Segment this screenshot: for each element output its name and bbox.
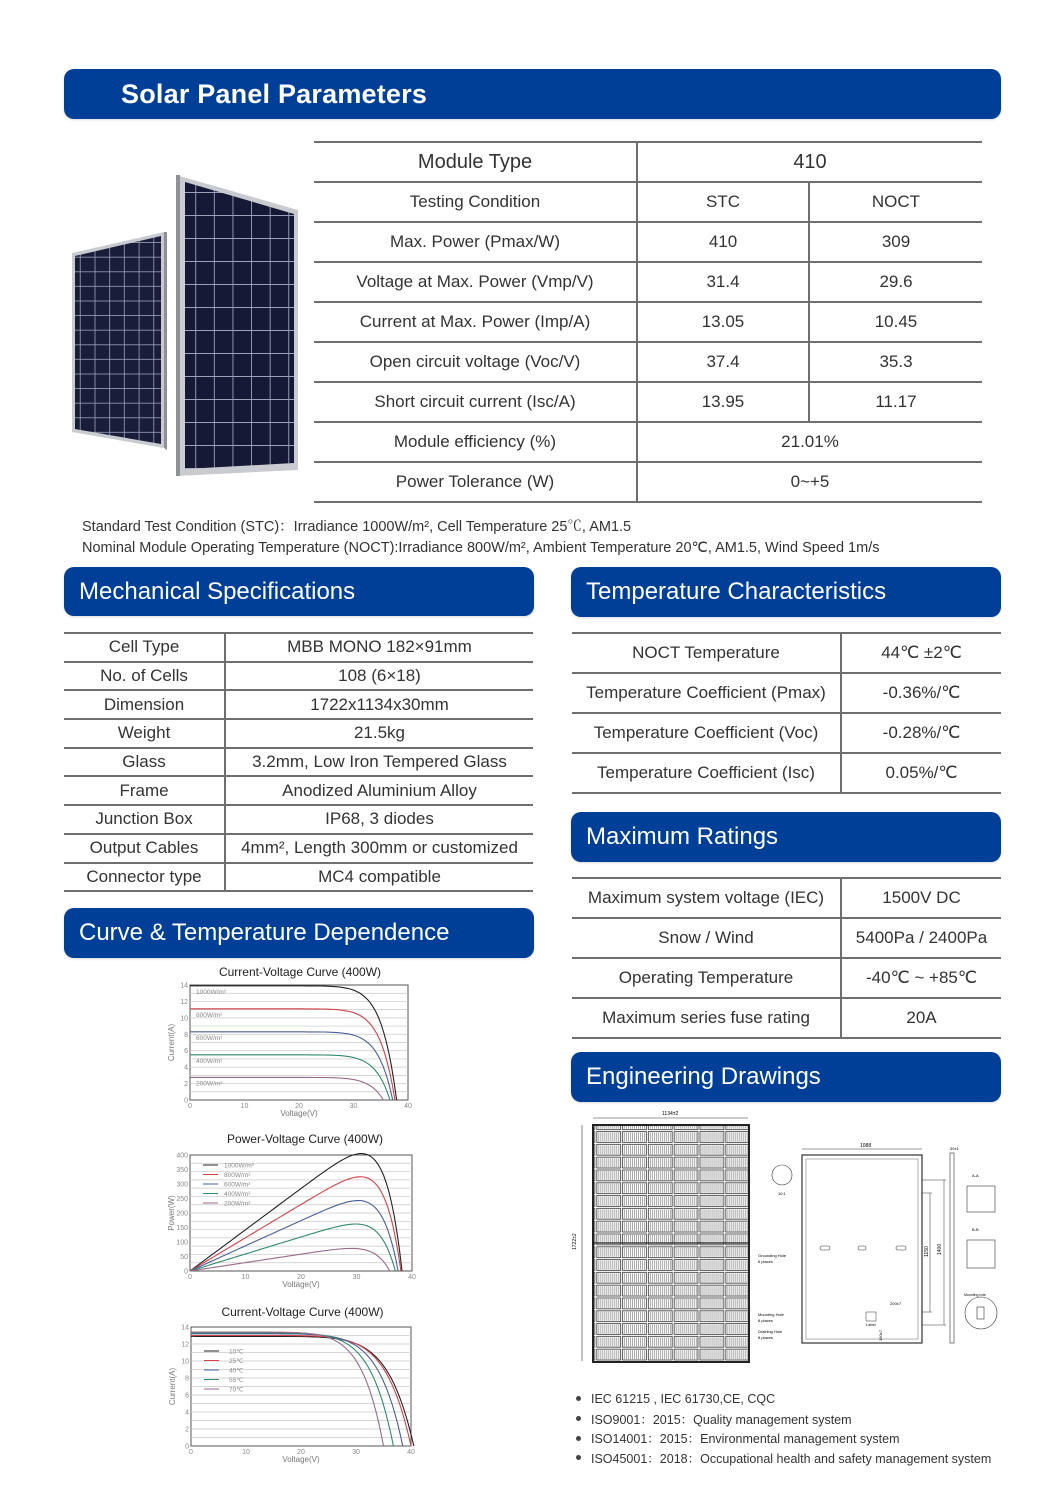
svg-text:30: 30	[352, 1449, 360, 1456]
row-value: MBB MONO 182×91mm	[225, 633, 533, 662]
efficiency-label: Module efficiency (%)	[314, 422, 637, 462]
row-value: 0.05%/℃	[841, 753, 1001, 793]
row-label: Short circuit current (Isc/A)	[314, 382, 637, 422]
table-row	[314, 422, 982, 462]
svg-text:40℃: 40℃	[229, 1367, 244, 1375]
chart-title: Current-Voltage Curve (400W)	[221, 1305, 384, 1319]
svg-text:4: 4	[184, 1064, 188, 1072]
row-value: 5400Pa / 2400Pa	[841, 918, 1001, 958]
section-title: Maximum Ratings	[586, 823, 779, 850]
row-value: 1722x1134x30mm	[225, 690, 533, 719]
svg-text:70℃: 70℃	[229, 1386, 244, 1394]
table-row	[314, 262, 982, 302]
table-row	[64, 863, 533, 892]
mechanical-table	[64, 632, 533, 892]
row-label: Temperature Coefficient (Pmax)	[572, 673, 841, 713]
table-row	[64, 834, 533, 863]
svg-text:10℃: 10℃	[229, 1348, 244, 1356]
row-label: Cell Type	[64, 633, 225, 662]
table-row	[572, 918, 1001, 958]
curves-banner	[64, 908, 534, 958]
mounting-hole-label: Mounting Hole	[758, 1312, 784, 1317]
drawing-thickness: 30±1	[950, 1146, 959, 1151]
drawing-height-label: 1722±2	[572, 1233, 578, 1250]
svg-text:6: 6	[184, 1048, 188, 1056]
svg-text:40: 40	[404, 1103, 412, 1110]
ratings-table	[572, 877, 1001, 1039]
table-row	[314, 382, 982, 422]
row-label: Current at Max. Power (Imp/A)	[314, 302, 637, 342]
svg-text:20: 20	[297, 1274, 305, 1281]
drawing-scale: 10:1	[778, 1191, 786, 1196]
certification-list	[574, 1389, 991, 1468]
svg-text:8: 8	[184, 1031, 188, 1039]
row-label: NOCT Temperature	[572, 633, 841, 673]
svg-text:4: 4	[185, 1409, 189, 1417]
list-item: IEC 61215 , IEC 61730,CE, CQC	[574, 1389, 991, 1409]
bullet-icon	[576, 1455, 581, 1460]
drawing-span2: 1400	[937, 1243, 943, 1255]
table-row	[64, 633, 533, 662]
drawing-dim-200: 200±7	[890, 1301, 902, 1306]
chart-title: Power-Voltage Curve (400W)	[226, 1132, 384, 1146]
mechanical-banner	[64, 567, 534, 616]
row-label: Voltage at Max. Power (Vmp/V)	[314, 262, 637, 302]
page-title: Solar Panel Parameters	[121, 78, 428, 109]
svg-text:40: 40	[407, 1449, 415, 1456]
drawing-width-label: 1134±2	[662, 1111, 679, 1117]
table-row	[314, 222, 982, 262]
table-row	[64, 719, 533, 748]
svg-text:Current(A): Current(A)	[168, 1367, 177, 1406]
efficiency-value: 21.01%	[637, 422, 982, 462]
iv-curve-temperature-chart	[155, 1322, 425, 1470]
svg-text:20: 20	[297, 1449, 305, 1456]
drawing-label-box: Label	[866, 1322, 876, 1327]
svg-text:200W/m²: 200W/m²	[196, 1080, 223, 1088]
noct-value: 10.45	[809, 302, 982, 342]
svg-text:400W/m²: 400W/m²	[224, 1191, 251, 1198]
chart-title: Current-Voltage Curve (400W)	[218, 965, 382, 979]
svg-text:55℃: 55℃	[229, 1377, 244, 1384]
row-value: 1500V DC	[841, 878, 1001, 918]
mounting-hole-detail: Mounting hole	[964, 1293, 986, 1297]
svg-text:10: 10	[180, 1015, 188, 1023]
svg-text:Current(A): Current(A)	[167, 1023, 176, 1062]
grounding-hole-count: 6 places	[758, 1259, 773, 1264]
pv-curve-chart	[150, 1148, 430, 1293]
table-row	[314, 462, 982, 502]
svg-text:40: 40	[408, 1274, 416, 1281]
table-row	[572, 958, 1001, 998]
row-value: 108 (6×18)	[225, 662, 533, 691]
row-value: IP68, 3 diodes	[225, 805, 533, 834]
list-item: ISO9001：2015：Quality management system	[574, 1409, 991, 1429]
svg-text:8: 8	[185, 1375, 189, 1383]
svg-text:0: 0	[188, 1274, 192, 1281]
iv-curve-irradiance-chart	[160, 980, 430, 1122]
svg-text:0: 0	[184, 1097, 188, 1105]
row-value: -40℃ ~ +85℃	[841, 958, 1001, 998]
row-label: Operating Temperature	[572, 958, 841, 998]
svg-text:12: 12	[181, 1341, 189, 1349]
svg-text:10: 10	[242, 1449, 250, 1456]
drawings-banner	[571, 1052, 1001, 1102]
table-row	[314, 182, 982, 222]
grounding-hole-label: Grounding Hole	[758, 1253, 787, 1258]
ratings-banner	[571, 812, 1001, 862]
list-item: ISO14001：2015：Environmental management system	[574, 1428, 991, 1448]
stc-value: 13.95	[637, 382, 809, 422]
bullet-icon	[576, 1416, 581, 1421]
row-label: Temperature Coefficient (Voc)	[572, 713, 841, 753]
header-banner	[64, 69, 1001, 119]
row-label: Max. Power (Pmax/W)	[314, 222, 637, 262]
table-row	[314, 302, 982, 342]
table-row	[64, 776, 533, 805]
stc-value: 410	[637, 222, 809, 262]
row-label: Frame	[64, 776, 225, 805]
table-row	[64, 805, 533, 834]
row-label: Glass	[64, 748, 225, 777]
module-type-label: Module Type	[314, 142, 637, 182]
svg-text:Voltage(V): Voltage(V)	[282, 1280, 320, 1289]
row-label: Output Cables	[64, 834, 225, 863]
row-value: -0.28%/℃	[841, 713, 1001, 753]
draining-hole-count: 8 places	[758, 1335, 773, 1340]
svg-text:200: 200	[176, 1210, 188, 1218]
row-value: 44℃ ±2℃	[841, 633, 1001, 673]
bullet-icon	[576, 1436, 581, 1441]
row-value: -0.36%/℃	[841, 673, 1001, 713]
tolerance-label: Power Tolerance (W)	[314, 462, 637, 502]
svg-text:1000W/m²: 1000W/m²	[224, 1162, 254, 1170]
row-label: Connector type	[64, 863, 225, 892]
svg-text:14: 14	[180, 982, 188, 990]
row-value: 20A	[841, 998, 1001, 1038]
svg-text:10: 10	[241, 1274, 250, 1281]
bullet-icon	[576, 1396, 581, 1401]
svg-text:0: 0	[188, 1103, 192, 1110]
testing-condition-label: Testing Condition	[314, 182, 637, 222]
svg-text:300: 300	[176, 1181, 188, 1189]
svg-text:25℃: 25℃	[229, 1358, 244, 1365]
engineering-drawing	[570, 1105, 1002, 1370]
table-row	[64, 748, 533, 777]
svg-text:600W/m²: 600W/m²	[196, 1034, 223, 1042]
row-label: Snow / Wind	[572, 918, 841, 958]
row-label: Temperature Coefficient (Isc)	[572, 753, 841, 793]
svg-text:800W/m²: 800W/m²	[224, 1172, 251, 1179]
svg-text:30: 30	[349, 1103, 358, 1110]
svg-text:100: 100	[176, 1239, 188, 1247]
table-row	[314, 342, 982, 382]
table-row	[572, 633, 1001, 673]
stc-value: 31.4	[637, 262, 809, 302]
section-aa: A-A	[972, 1173, 979, 1178]
noct-value: 35.3	[809, 342, 982, 382]
svg-text:200W/m²: 200W/m²	[224, 1200, 251, 1208]
drawing-inner-width: 1088	[860, 1143, 872, 1149]
row-value: 21.5kg	[225, 719, 533, 748]
table-row	[572, 878, 1001, 918]
mounting-hole-count: 8 places	[758, 1318, 773, 1323]
parameters-table	[314, 141, 982, 503]
svg-text:350: 350	[176, 1167, 188, 1174]
noct-value: 309	[809, 222, 982, 262]
stc-value: 37.4	[637, 342, 809, 382]
noct-header: NOCT	[809, 182, 982, 222]
table-row	[572, 713, 1001, 753]
stc-value: 13.05	[637, 302, 809, 342]
svg-text:800W/m²: 800W/m²	[196, 1011, 223, 1019]
section-title: Engineering Drawings	[586, 1063, 821, 1090]
svg-text:400: 400	[176, 1152, 188, 1160]
row-label: Junction Box	[64, 805, 225, 834]
test-condition-notes	[82, 517, 879, 559]
svg-text:2: 2	[184, 1081, 188, 1089]
noct-note: Nominal Module Operating Temperature (NOCT):Irradiance 800W/m², Ambient Temperature 20℃, AM1.5, Wind Speed 1m/s	[82, 540, 880, 556]
drawing-span1: 1150	[924, 1246, 930, 1257]
table-row	[572, 998, 1001, 1038]
svg-text:0: 0	[185, 1443, 189, 1451]
svg-text:400W/m²: 400W/m²	[196, 1057, 223, 1065]
table-row	[572, 753, 1001, 793]
svg-text:600W/m²: 600W/m²	[224, 1181, 251, 1189]
svg-text:2: 2	[185, 1426, 189, 1434]
tolerance-value: 0~+5	[637, 462, 982, 502]
svg-text:30: 30	[352, 1274, 361, 1281]
row-label: Dimension	[64, 690, 225, 719]
list-item: ISO45001：2018：Occupational health and safety management system	[574, 1448, 991, 1468]
row-label: Maximum system voltage (IEC)	[572, 878, 841, 918]
temperature-table	[572, 632, 1001, 794]
table-row	[314, 142, 982, 182]
solar-panel-image	[66, 170, 302, 476]
svg-text:6: 6	[185, 1392, 189, 1400]
row-label: Maximum series fuse rating	[572, 998, 841, 1038]
svg-text:10: 10	[240, 1103, 249, 1110]
table-row	[64, 690, 533, 719]
svg-text:10: 10	[181, 1358, 189, 1366]
svg-text:1000W/m²: 1000W/m²	[196, 988, 226, 996]
section-title: Mechanical Specifications	[79, 577, 356, 605]
section-title: Temperature Characteristics	[586, 578, 887, 605]
row-label: Open circuit voltage (Voc/V)	[314, 342, 637, 382]
module-type-value: 410	[637, 142, 982, 182]
stc-note: Standard Test Condition (STC)：Irradiance 1000W/m², Cell Temperature 25℃, AM1.5	[82, 519, 632, 535]
svg-text:0: 0	[189, 1449, 193, 1456]
svg-text:50: 50	[180, 1254, 188, 1261]
svg-text:250: 250	[176, 1196, 188, 1203]
svg-text:14: 14	[181, 1324, 189, 1332]
svg-text:150: 150	[176, 1225, 188, 1232]
row-label: No. of Cells	[64, 662, 225, 691]
row-value: 3.2mm, Low Iron Tempered Glass	[225, 748, 533, 777]
drawing-dim-150: 150±7	[878, 1329, 883, 1341]
svg-text:12: 12	[180, 998, 188, 1006]
svg-text:Power(W): Power(W)	[167, 1195, 176, 1231]
row-value: Anodized Aluminium Alloy	[225, 776, 533, 805]
row-label: Weight	[64, 719, 225, 748]
row-value: MC4 compatible	[225, 863, 533, 892]
svg-text:Voltage(V): Voltage(V)	[280, 1109, 318, 1118]
draining-hole-label: Draining Hole	[758, 1329, 783, 1334]
table-row	[64, 662, 533, 691]
svg-text:20: 20	[295, 1103, 303, 1110]
temperature-banner	[571, 567, 1001, 617]
table-row	[572, 673, 1001, 713]
noct-value: 29.6	[809, 262, 982, 302]
section-bb: B-B	[972, 1227, 979, 1232]
row-value: 4mm², Length 300mm or customized	[225, 834, 533, 863]
noct-value: 11.17	[809, 382, 982, 422]
svg-text:Voltage(V): Voltage(V)	[282, 1455, 320, 1464]
svg-text:0: 0	[184, 1268, 188, 1276]
stc-header: STC	[637, 182, 809, 222]
section-title: Curve & Temperature Dependence	[79, 919, 450, 946]
